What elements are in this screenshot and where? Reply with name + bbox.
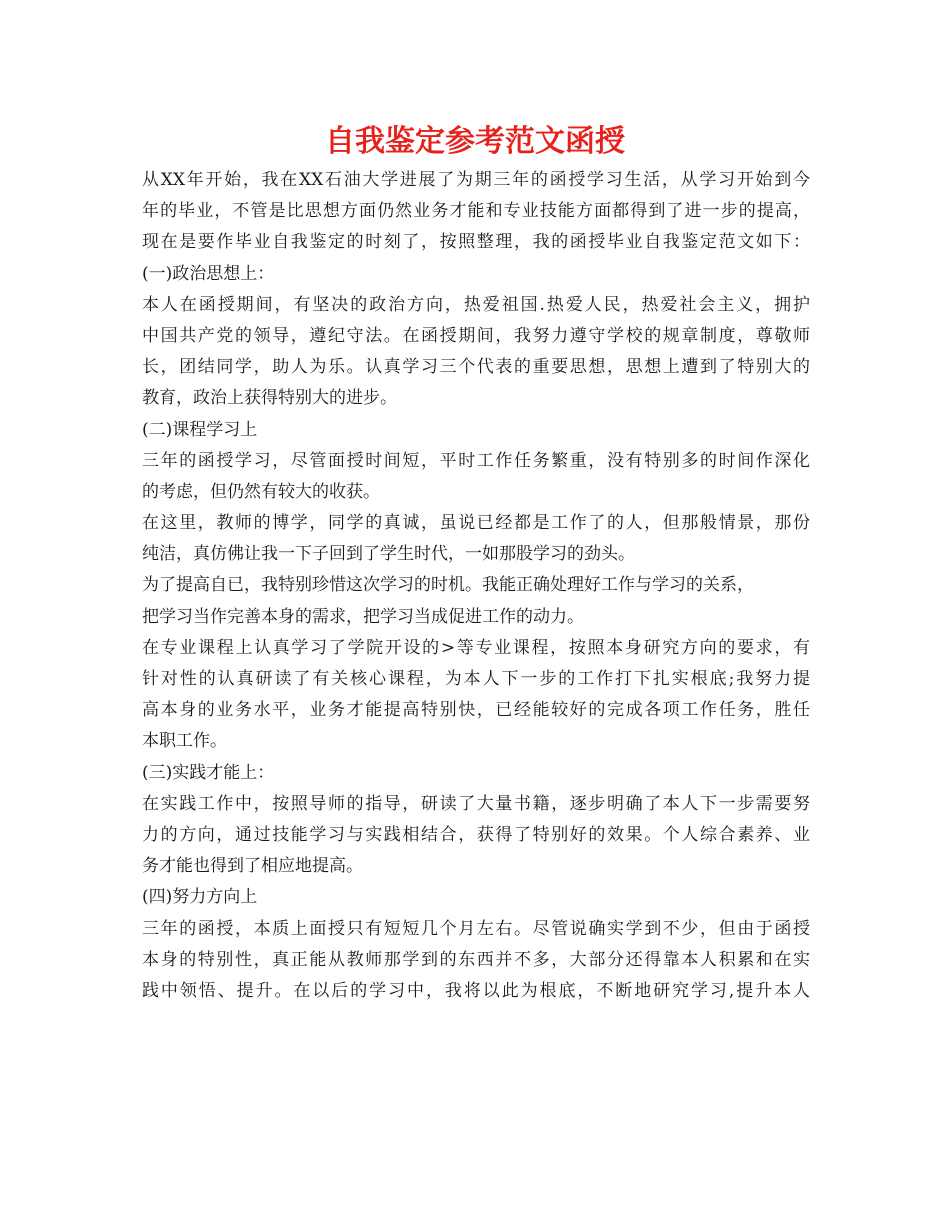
section-heading: (四)努力方向上 [142,887,258,908]
text-line: 在实践工作中，按照导师的指导，研读了大量书籍，逐步明确了本人下一步需要努 [142,793,810,814]
text-line: 从XX年开始，我在XX石油大学进展了为期三年的函授学习生活，从学习开始到今 [142,170,810,190]
text-line: 本身的特别性，真正能从教师那学到的东西并不多，大部分还得靠本人积累和在实 [142,949,810,970]
text-line: 三年的函授，本质上面授只有短短几个月左右。尽管说确实学到不少，但由于函授 [142,918,810,939]
text-line: 中国共产党的领导，遵纪守法。在函授期间，我努力遵守学校的规章制度，尊敬师 [142,325,810,346]
text-line: 在专业课程上认真学习了学院开设的>等专业课程，按照本身研究方向的要求，有 [142,637,810,658]
text-line: 教育，政治上获得特别大的进步。 [142,388,397,409]
text-line: 三年的函授学习，尽管面授时间短，平时工作任务繁重，没有特别多的时间作深化 [142,450,810,471]
text-line: 长，团结同学，助人为乐。认真学习三个代表的重要思想，思想上遭到了特别大的 [142,357,810,378]
text-line: 纯洁，真仿佛让我一下子回到了学生时代，一如那股学习的劲头。 [142,544,635,565]
document-title: 自我鉴定参考范文函授 [325,124,625,159]
text-line: 的考虑，但仍然有较大的收获。 [142,481,380,502]
text-line: 力的方向，通过技能学习与实践相结合，获得了特别好的效果。个人综合素养、业 [142,824,810,845]
text-line: 针对性的认真研读了有关核心课程，为本人下一步的工作打下扎实根底;我努力提 [142,669,810,689]
text-line: 本人在函授期间，有坚决的政治方向，热爱祖国.热爱人民，热爱社会主义，拥护 [142,294,810,315]
text-line: 年的毕业，不管是比思想方面仍然业务才能和专业技能方面都得到了进一步的提高， [142,201,810,222]
text-line: 务才能也得到了相应地提高。 [142,856,363,877]
section-heading: (一)政治思想上： [142,263,275,284]
text-line: 高本身的业务水平，业务才能提高特别快，已经能较好的完成各项工作任务，胜任 [142,700,810,721]
text-line: 本职工作。 [142,731,227,752]
section-heading: (二)课程学习上 [142,419,258,440]
section-heading: (三)实践才能上： [142,762,275,783]
text-line: 在这里，教师的博学，同学的真诚，虽说已经都是工作了的人，但那般情景，那份 [142,513,810,534]
text-line: 践中领悟、提升。在以后的学习中，我将以此为根底，不断地研究学习,提升本人 [142,980,810,1001]
document-body [142,165,810,1007]
text-line: 现在是要作毕业自我鉴定的时刻了，按照整理，我的函授毕业自我鉴定范文如下： [142,232,810,253]
text-line: 为了提高自已，我特别珍惜这次学习的时机。我能正确处理好工作与学习的关系， [142,575,754,596]
text-line: 把学习当作完善本身的需求，把学习当成促进工作的动力。 [142,606,584,627]
